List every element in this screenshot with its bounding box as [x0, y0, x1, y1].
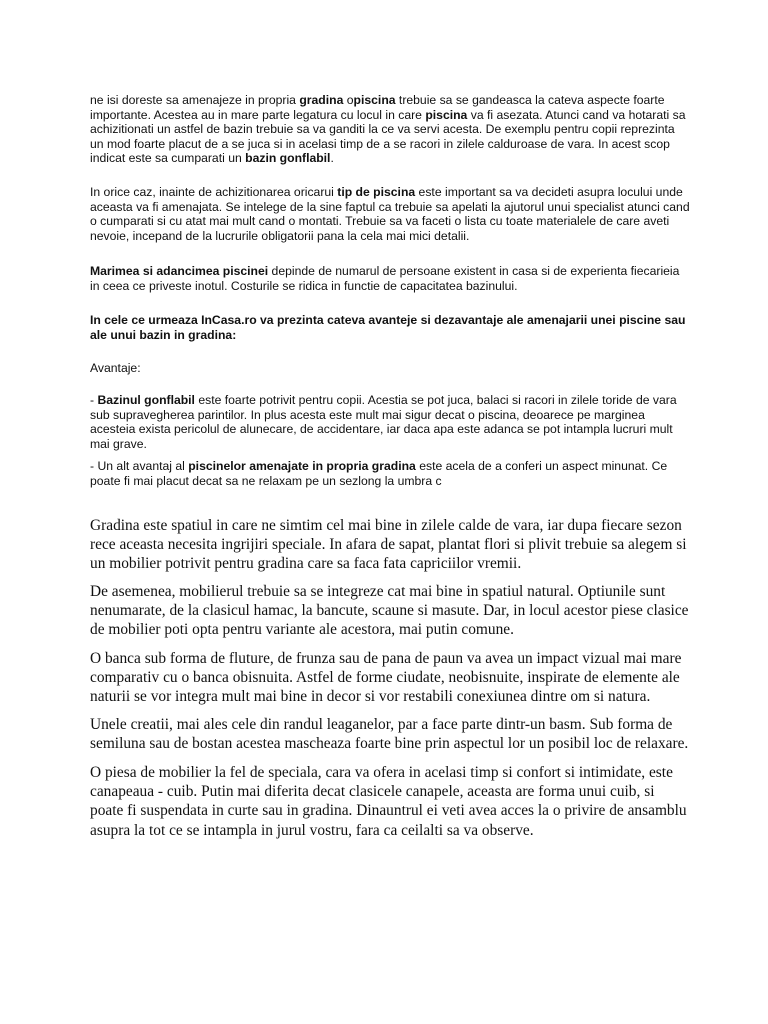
- paragraph-nest-sofa: O piesa de mobilier la fel de speciala, cara va ofera in acelasi timp si confort si intimidate, este canapeaua - cuib. Putin mai diferita decat clasicele canapele, aceasta are forma unui cuib, si poate fi suspendata in curte sau in gradina. Dinauntrul ei veti avea acces la o privire de ansamblu asupra la tot ce se intampla in jurul vostru, fara ca ceilalti sa va observe.: [90, 764, 687, 839]
- text-run: este important sa va decideti asupra locului unde aceasta va fi amenajata. Se intelege de la sine faptul ca trebuie sa apelati la ajutorul unui specialist atunci cand o cumparati si cu atat mai mult cand o montati. Trebuie sa va faceti o lista cu toate materialele de care aveti nevoie, incepand de la lucrurile obligatorii pana la cela mai mici detalii.: [90, 185, 690, 243]
- keyword-tip-de-piscina: tip de piscina: [337, 185, 416, 199]
- text-run: este acela de a conferi un aspect minunat. Ce poate fi mai placut decat sa ne relaxam pe un sezlong la umbra c: [90, 459, 668, 488]
- paragraph-swings: Unele creatii, mai ales cele din randul leaganelor, par a face parte dintr-un basm. Sub forma de semiluna sau de bostan acestea mascheaza foarte bine prin aspectul lor un posibil loc de relaxare.: [90, 716, 689, 753]
- paragraph-pool-intro: [90, 93, 690, 166]
- keyword-gradina: gradina: [299, 93, 344, 107]
- heading-text: In cele ce urmeaza InCasa.ro va prezinta cateva avanteje si dezavantaje ale amenajarii unei piscine sau ale unui bazin in gradina:: [90, 313, 686, 342]
- paragraph-garden-intro: Gradina este spatiul in care ne simtim cel mai bine in zilele calde de vara, iar dupa fiecare sezon rece aceasta necesita ingrijiri speciale. In afara de sapat, plantat flori si plivit trebuie sa alegem si un mobilier potrivit pentru gradina care sa faca fata capriciilor vremii.: [90, 517, 687, 573]
- text-run: .: [330, 151, 334, 166]
- text-run: ne isi doreste sa amenajeze in propria: [90, 93, 300, 107]
- section-heading-pros-cons: [90, 313, 690, 342]
- keyword-piscinelor-amenajate: piscinelor amenajate in propria gradina: [188, 459, 416, 473]
- list-item-inflatable-pool: [90, 393, 690, 451]
- keyword-bazin-gonflabil: bazin gonflabil: [245, 151, 331, 166]
- text-run: - Un alt avantaj al: [90, 459, 189, 473]
- keyword-bazinul-gonflabil: Bazinul gonflabil: [97, 393, 195, 407]
- text-run: o: [343, 93, 354, 107]
- text-run: depinde de numarul de persoane existent in casa si de experienta fiecarieia in ceea ce priveste inotul. Costurile se ridica in functie de capacitatea bazinului.: [90, 264, 680, 293]
- text-run: este foarte potrivit pentru copii. Acestia se pot juca, balaci si racori in zilele toride de vara sub supravegherea parintilor. In plus acesta este mult mai sigur decat o piscina, deoarece pe marginea acesteia exista pericolul de alunecare, de accidentare, iar daca apa este adanca se pot intampla lucruri mult mai grave.: [90, 393, 677, 451]
- keyword-marimea: Marimea si adancimea piscinei: [90, 264, 269, 278]
- keyword-piscina: piscina: [425, 107, 468, 122]
- text-run: In orice caz, inainte de achizitionarea oricarui: [90, 185, 338, 199]
- text-run: va fi asezata. Atunci cand va hotarati sa achizitionati un astfel de bazin trebuie sa va ganditi la ce va servi acesta. De exemplu pentru copii reprezinta un mod foarte placut de a se juca si in acelasi timp de a se racori in zilele calduroase de vara. In acest scop indicat este sa cumparati un: [90, 107, 686, 166]
- keyword-piscina: piscina: [353, 93, 396, 107]
- label-avantaje: [90, 361, 141, 376]
- paragraph-butterfly-bench: O banca sub forma de fluture, de frunza sau de pana de paun va avea un impact vizual mai mare comparativ cu o banca obisnuita. Astfel de forme ciudate, neobisnuite, inspirate de elemente ale naturii se vor integra mult mai bine in decor si vor restabili conexiunea dintre om si natura.: [90, 650, 682, 706]
- list-item-garden-pool: [90, 459, 690, 488]
- paragraph-pool-location: [90, 185, 690, 243]
- text-run: Avantaje:: [90, 361, 141, 375]
- paragraph-pool-size: [90, 264, 690, 293]
- paragraph-furniture-options: De asemenea, mobilierul trebuie sa se integreze cat mai bine in spatiul natural. Optiunile sunt nenumarate, de la clasicul hamac, la bancute, scaune si masute. Dar, in locul acestor piese clasice de mobilier poti opta pentru variante ale acestora, mai putin comune.: [90, 583, 689, 639]
- text-run: -: [90, 393, 98, 407]
- text-run: trebuie sa se gandeasca la cateva aspecte foarte importante. Acestea au in mare parte legatura cu locul in care: [90, 93, 665, 122]
